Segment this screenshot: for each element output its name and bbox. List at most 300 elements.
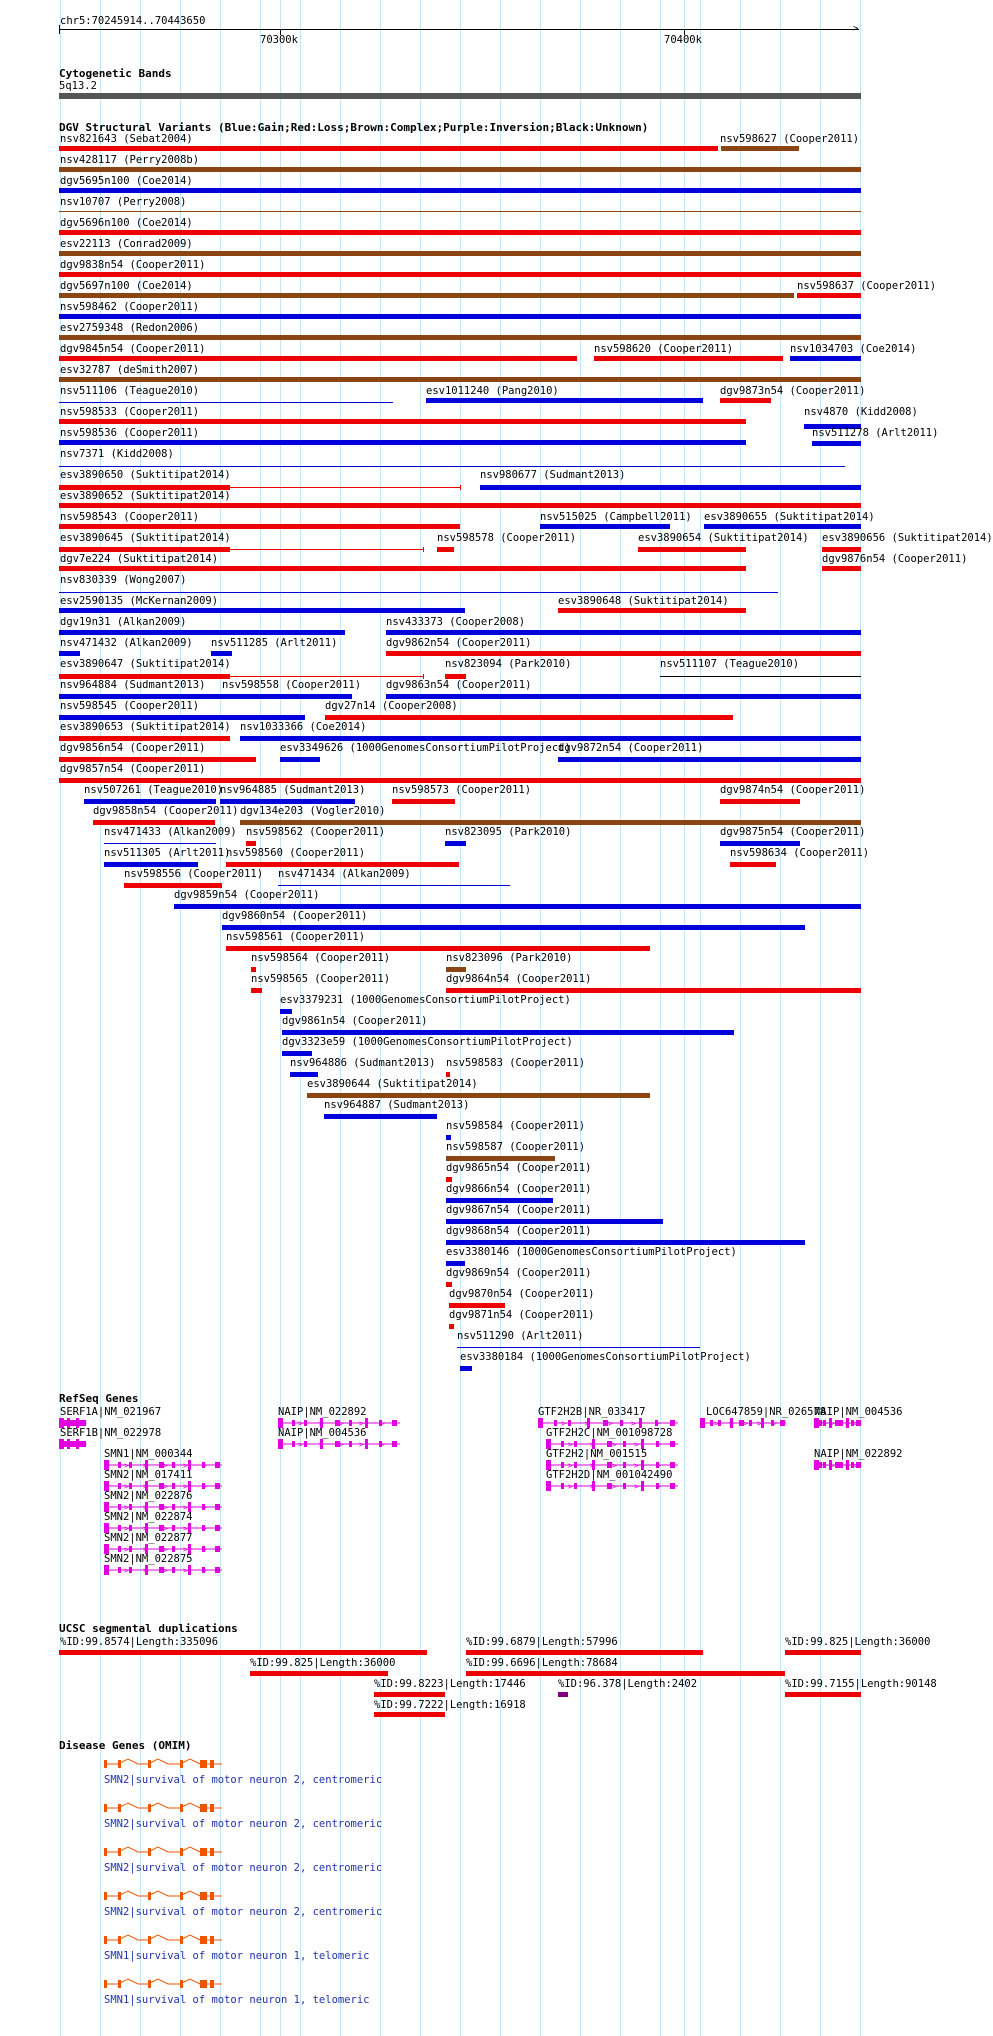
svg-text:>: > <box>853 1419 858 1428</box>
dgv-variant-label[interactable]: nsv598562 (Cooper2011) <box>246 826 386 838</box>
dgv-variant-bar[interactable] <box>386 694 861 699</box>
dgv-variant-bar[interactable] <box>426 398 703 403</box>
dgv-variant-label[interactable]: dgv9865n54 (Cooper2011) <box>446 1162 592 1174</box>
refseq-gene-label[interactable]: SMN2|NM_022875 <box>104 1553 193 1565</box>
dgv-variant-label[interactable]: nsv598558 (Cooper2011) <box>222 679 362 691</box>
dgv-variant-bar[interactable] <box>246 841 256 846</box>
dgv-variant-bar[interactable] <box>437 547 454 552</box>
dgv-variant-bar[interactable] <box>594 356 783 361</box>
dgv-variant-bar[interactable] <box>240 736 861 741</box>
dgv-variant-label[interactable]: esv3890650 (Suktitipat2014) <box>60 469 231 481</box>
dgv-variant-label[interactable]: dgv9871n54 (Cooper2011) <box>449 1309 595 1321</box>
dgv-variant-label[interactable]: dgv9863n54 (Cooper2011) <box>386 679 532 691</box>
dgv-variant-label[interactable]: nsv598634 (Cooper2011) <box>730 847 870 859</box>
refseq-gene-label[interactable]: NAIP|NM_022892 <box>278 1406 367 1418</box>
omim-gene-label[interactable]: SMN1|survival of motor neuron 1, telomeric <box>104 1950 370 1962</box>
dgv-variant-label[interactable]: nsv964884 (Sudmant2013) <box>60 679 206 691</box>
dgv-variant-bar[interactable] <box>59 736 230 741</box>
dgv-variant-bar[interactable] <box>446 988 861 993</box>
svg-text:>: > <box>202 1566 207 1575</box>
dgv-variant-label[interactable]: nsv598583 (Cooper2011) <box>446 1057 586 1069</box>
dgv-variant-bar[interactable] <box>59 335 861 340</box>
exon-mark <box>180 1804 183 1812</box>
exon-mark <box>118 1980 121 1988</box>
dgv-variant-label[interactable]: nsv598556 (Cooper2011) <box>124 868 264 880</box>
dgv-variant-label[interactable]: dgv9874n54 (Cooper2011) <box>720 784 866 796</box>
exon-mark <box>365 1439 368 1449</box>
dgv-variant-bar[interactable] <box>446 1072 450 1077</box>
exon-mark <box>814 1460 819 1470</box>
dgv-variant-label[interactable]: dgv9862n54 (Cooper2011) <box>386 637 532 649</box>
dgv-variant-label[interactable]: esv3890652 (Suktitipat2014) <box>60 490 231 502</box>
exon-mark <box>148 1980 151 1988</box>
svg-text:>: > <box>729 1419 734 1428</box>
dgv-variant-bar[interactable] <box>446 1261 465 1266</box>
dgv-variant-bar[interactable] <box>280 757 320 762</box>
dgv-variant-label[interactable]: nsv823096 (Park2010) <box>446 952 573 964</box>
svg-text:>: > <box>380 1419 385 1428</box>
dgv-variant-label[interactable]: dgv5695n100 (Coe2014) <box>60 175 193 187</box>
dgv-variant-label[interactable]: dgv9869n54 (Cooper2011) <box>446 1267 592 1279</box>
dgv-variant-label[interactable]: nsv428117 (Perry2008b) <box>60 154 200 166</box>
dgv-variant-label[interactable]: nsv598564 (Cooper2011) <box>251 952 391 964</box>
dgv-variant-bar[interactable] <box>446 1135 451 1140</box>
dgv-variant-label[interactable]: esv3890647 (Suktitipat2014) <box>60 658 231 670</box>
segdup-label[interactable]: %ID:99.8223|Length:17446 <box>374 1678 526 1690</box>
dgv-variant-bar[interactable] <box>226 946 650 951</box>
dgv-variant-bar[interactable] <box>59 440 746 445</box>
exon-mark <box>210 1980 214 1988</box>
dgv-variant-label[interactable]: nsv1034703 (Coe2014) <box>790 343 917 355</box>
dgv-variant-bar[interactable] <box>59 630 345 635</box>
dgv-variant-label[interactable]: esv3890648 (Suktitipat2014) <box>558 595 729 607</box>
dgv-variant-label[interactable]: nsv471434 (Alkan2009) <box>278 868 411 880</box>
dgv-variant-bar[interactable] <box>704 524 861 529</box>
cytoband-bar[interactable] <box>59 93 861 99</box>
dgv-variant-label[interactable]: nsv598543 (Cooper2011) <box>60 511 200 523</box>
dgv-variant-label[interactable]: nsv7371 (Kidd2008) <box>60 448 174 460</box>
dgv-variant-bar[interactable] <box>460 1366 472 1371</box>
dgv-variant-bar[interactable] <box>59 293 794 298</box>
dgv-variant-label[interactable]: nsv823094 (Park2010) <box>445 658 572 670</box>
dgv-variant-label[interactable]: nsv511285 (Arlt2011) <box>211 637 338 649</box>
refseq-gene-label[interactable]: SMN2|NM_022874 <box>104 1511 193 1523</box>
svg-text:>: > <box>64 1440 69 1449</box>
dgv-variant-bar[interactable] <box>558 757 861 762</box>
dgv-variant-label[interactable]: dgv9875n54 (Cooper2011) <box>720 826 866 838</box>
dgv-variant-label[interactable]: nsv10707 (Perry2008) <box>60 196 187 208</box>
refseq-gene-label[interactable]: GTF2H2C|NM_001098728 <box>546 1427 673 1439</box>
dgv-variant-label[interactable]: esv3890644 (Suktitipat2014) <box>307 1078 478 1090</box>
dgv-variant-label[interactable]: esv3349626 (1000GenomesConsortiumPilotProject) <box>280 742 571 754</box>
dgv-variant-bar[interactable] <box>386 630 861 635</box>
exon-mark <box>129 1567 132 1573</box>
dgv-variant-bar[interactable] <box>59 377 861 382</box>
refseq-gene-model[interactable] <box>278 1438 400 1450</box>
refseq-gene-label[interactable]: GTF2H2|NM_001515 <box>546 1448 648 1460</box>
segdup-bar[interactable] <box>374 1692 445 1697</box>
dgv-variant-bar[interactable] <box>59 188 861 193</box>
refseq-gene-model[interactable] <box>700 1417 786 1429</box>
dgv-variant-bar[interactable] <box>290 1072 318 1077</box>
dgv-variant-label[interactable]: dgv19n31 (Alkan2009) <box>60 616 187 628</box>
omim-gene-model[interactable] <box>104 1890 224 1902</box>
dgv-variant-bar[interactable] <box>446 1156 555 1161</box>
dgv-variant-label[interactable]: nsv830339 (Wong2007) <box>60 574 187 586</box>
omim-gene-model[interactable] <box>104 1934 224 1946</box>
dgv-variant-bar[interactable] <box>797 293 861 298</box>
dgv-variant-label[interactable]: nsv964887 (Sudmant2013) <box>324 1099 470 1111</box>
dgv-variant-bar[interactable] <box>307 1093 650 1098</box>
dgv-variant-label[interactable]: dgv3323e59 (1000GenomesConsortiumPilotProject) <box>282 1036 573 1048</box>
omim-gene-label[interactable]: SMN2|survival of motor neuron 2, centromeric <box>104 1818 383 1830</box>
omim-gene-label[interactable]: SMN1|survival of motor neuron 1, telomeric <box>104 1994 370 2006</box>
dgv-variant-label[interactable]: dgv9866n54 (Cooper2011) <box>446 1183 592 1195</box>
dgv-track-title: DGV Structural Variants (Blue:Gain;Red:Loss;Brown:Complex;Purple:Inversion;Black:Unknown) <box>59 121 649 134</box>
dgv-variant-label[interactable]: nsv598533 (Cooper2011) <box>60 406 200 418</box>
segdup-label[interactable]: %ID:99.7222|Length:16918 <box>374 1699 526 1711</box>
dgv-variant-bar[interactable] <box>282 1030 734 1035</box>
dgv-variant-bar[interactable] <box>558 608 746 613</box>
dgv-variant-bar[interactable] <box>59 566 746 571</box>
dgv-variant-label[interactable]: dgv27n14 (Cooper2008) <box>325 700 458 712</box>
dgv-variant-label[interactable]: nsv823095 (Park2010) <box>445 826 572 838</box>
dgv-variant-bar[interactable] <box>790 356 861 361</box>
dgv-variant-label[interactable]: esv1011240 (Pang2010) <box>426 385 559 397</box>
dgv-variant-label[interactable]: dgv9860n54 (Cooper2011) <box>222 910 368 922</box>
dgv-variant-label[interactable]: nsv471433 (Alkan2009) <box>104 826 237 838</box>
exon-mark <box>670 1420 675 1426</box>
dgv-variant-bar[interactable] <box>59 651 80 656</box>
segdup-label[interactable]: %ID:99.8574|Length:335096 <box>60 1636 219 1648</box>
svg-text:>: > <box>163 1503 168 1512</box>
dgv-variant-label[interactable]: nsv511107 (Teague2010) <box>660 658 800 670</box>
dgv-variant-bar[interactable] <box>638 547 746 552</box>
dgv-variant-label[interactable]: esv3379231 (1000GenomesConsortiumPilotProject) <box>280 994 571 1006</box>
dgv-variant-bar[interactable] <box>59 402 393 403</box>
refseq-gene-label[interactable]: SMN1|NM_000344 <box>104 1448 193 1460</box>
dgv-variant-label[interactable]: dgv9857n54 (Cooper2011) <box>60 763 206 775</box>
dgv-variant-bar[interactable] <box>240 820 861 825</box>
omim-gene-model[interactable] <box>104 1978 224 1990</box>
refseq-gene-label[interactable]: SMN2|NM_017411 <box>104 1469 193 1481</box>
svg-text:>: > <box>612 1440 617 1449</box>
dgv-variant-bar[interactable] <box>720 398 771 403</box>
dgv-variant-label[interactable]: esv3890655 (Suktitipat2014) <box>704 511 875 523</box>
dgv-variant-bar[interactable] <box>59 524 460 529</box>
dgv-variant-bar[interactable] <box>211 651 232 656</box>
dgv-variant-bar[interactable] <box>59 694 222 699</box>
refseq-gene-label[interactable]: SERF1A|NM_021967 <box>60 1406 162 1418</box>
dgv-variant-bar[interactable] <box>59 230 861 235</box>
svg-text:>: > <box>612 1461 617 1470</box>
dgv-variant-label[interactable]: esv3380146 (1000GenomesConsortiumPilotProject) <box>446 1246 737 1258</box>
refseq-gene-label[interactable]: SERF1B|NM_022978 <box>60 1427 162 1439</box>
dgv-variant-bar[interactable] <box>278 885 510 886</box>
exon-mark <box>623 1462 626 1468</box>
refseq-gene-label[interactable]: LOC647859|NR_026578 <box>706 1406 827 1418</box>
dgv-variant-bar[interactable] <box>59 272 861 277</box>
dgv-variant-label[interactable]: nsv507261 (Teague2010) <box>84 784 224 796</box>
dgv-variant-label[interactable]: dgv9838n54 (Cooper2011) <box>60 259 206 271</box>
svg-text:>: > <box>339 1440 344 1449</box>
dgv-variant-label[interactable]: nsv598584 (Cooper2011) <box>446 1120 586 1132</box>
segdup-bar[interactable] <box>466 1671 785 1676</box>
dgv-variant-label[interactable]: dgv9859n54 (Cooper2011) <box>174 889 320 901</box>
exon-mark <box>118 1760 121 1768</box>
refseq-gene-label[interactable]: NAIP|NM_004536 <box>278 1427 367 1439</box>
dgv-variant-label[interactable]: esv2590135 (McKernan2009) <box>60 595 219 607</box>
dgv-variant-bar[interactable] <box>222 925 805 930</box>
grid-line <box>260 0 261 2036</box>
dgv-variant-bar[interactable] <box>812 441 861 446</box>
dgv-variant-bar[interactable] <box>59 419 746 424</box>
dgv-variant-bar[interactable] <box>59 778 861 783</box>
dgv-variant-bar[interactable] <box>449 1324 454 1329</box>
segdup-label[interactable]: %ID:99.825|Length:36000 <box>785 1636 931 1648</box>
svg-text:>: > <box>77 1419 82 1428</box>
dgv-variant-label[interactable]: nsv598627 (Cooper2011) <box>720 133 860 145</box>
exon-mark <box>538 1418 543 1428</box>
dgv-variant-bar[interactable] <box>446 1219 663 1224</box>
exon-mark <box>118 1892 121 1900</box>
refseq-gene-label[interactable]: SMN2|NM_022876 <box>104 1490 193 1502</box>
svg-text:>: > <box>64 1419 69 1428</box>
dgv-variant-bar[interactable] <box>720 799 800 804</box>
grid-line <box>700 0 701 2036</box>
segdup-label[interactable]: %ID:99.6696|Length:78684 <box>466 1657 618 1669</box>
dgv-variant-bar[interactable] <box>59 314 861 319</box>
dgv-variant-label[interactable]: dgv134e203 (Vogler2010) <box>240 805 386 817</box>
refseq-gene-model[interactable] <box>104 1564 222 1576</box>
dgv-variant-label[interactable]: nsv471432 (Alkan2009) <box>60 637 193 649</box>
dgv-variant-label[interactable]: dgv9876n54 (Cooper2011) <box>822 553 968 565</box>
dgv-variant-label[interactable]: nsv598578 (Cooper2011) <box>437 532 577 544</box>
svg-text:>: > <box>656 1461 661 1470</box>
ruler-arrow-icon: > <box>853 24 859 34</box>
omim-track-title: Disease Genes (OMIM) <box>59 1739 192 1752</box>
dgv-variant-label[interactable]: esv32787 (deSmith2007) <box>60 364 200 376</box>
dgv-variant-label[interactable]: esv3890645 (Suktitipat2014) <box>60 532 231 544</box>
dgv-variant-label[interactable]: nsv598462 (Cooper2011) <box>60 301 200 313</box>
dgv-variant-bar[interactable] <box>59 547 230 552</box>
dgv-variant-label[interactable]: nsv598561 (Cooper2011) <box>226 931 366 943</box>
segdup-bar[interactable] <box>558 1692 568 1697</box>
refseq-gene-model[interactable] <box>814 1417 861 1429</box>
dgv-variant-label[interactable]: nsv511106 (Teague2010) <box>60 385 200 397</box>
dgv-variant-bar[interactable] <box>59 167 861 172</box>
dgv-variant-bar[interactable] <box>222 694 352 699</box>
dgv-variant-label[interactable]: esv3890654 (Suktitipat2014) <box>638 532 809 544</box>
dgv-variant-label[interactable]: nsv433373 (Cooper2008) <box>386 616 526 628</box>
dgv-variant-bar[interactable] <box>251 988 262 993</box>
dgv-variant-bar[interactable] <box>251 967 256 972</box>
dgv-variant-label[interactable]: esv22113 (Conrad2009) <box>60 238 193 250</box>
omim-gene-model[interactable] <box>104 1846 224 1858</box>
segdup-bar[interactable] <box>250 1671 388 1676</box>
dgv-variant-label[interactable]: dgv7e224 (Suktitipat2014) <box>60 553 219 565</box>
refseq-gene-label[interactable]: NAIP|NM_004536 <box>814 1406 903 1418</box>
dgv-variant-label[interactable]: nsv964885 (Sudmant2013) <box>220 784 366 796</box>
dgv-variant-bar[interactable] <box>721 146 799 151</box>
dgv-variant-label[interactable]: dgv9861n54 (Cooper2011) <box>282 1015 428 1027</box>
dgv-variant-bar[interactable] <box>59 466 845 467</box>
refseq-gene-label[interactable]: GTF2H2B|NR_033417 <box>538 1406 646 1418</box>
dgv-variant-bar[interactable] <box>730 862 776 867</box>
dgv-variant-label[interactable]: nsv598587 (Cooper2011) <box>446 1141 586 1153</box>
refseq-gene-model[interactable] <box>814 1459 861 1471</box>
dgv-variant-bar[interactable] <box>660 676 861 677</box>
dgv-variant-label[interactable]: dgv9867n54 (Cooper2011) <box>446 1204 592 1216</box>
svg-text:>: > <box>73 1419 78 1428</box>
dgv-variant-bar[interactable] <box>386 651 861 656</box>
omim-gene-model[interactable] <box>104 1758 224 1770</box>
dgv-variant-label[interactable]: dgv9872n54 (Cooper2011) <box>558 742 704 754</box>
dgv-variant-bar[interactable] <box>446 1282 452 1287</box>
ruler-tick-label: 70400k <box>664 34 702 46</box>
refseq-gene-label[interactable]: GTF2H2D|NM_001042490 <box>546 1469 673 1481</box>
segdup-label[interactable]: %ID:96.378|Length:2402 <box>558 1678 698 1690</box>
dgv-variant-bar[interactable] <box>226 862 459 867</box>
dgv-variant-bar[interactable] <box>59 146 718 151</box>
exon-mark <box>172 1504 175 1510</box>
exon-mark <box>180 1980 183 1988</box>
dgv-variant-label[interactable]: nsv598573 (Cooper2011) <box>392 784 532 796</box>
dgv-variant-label[interactable]: dgv9845n54 (Cooper2011) <box>60 343 206 355</box>
dgv-variant-label[interactable]: nsv821643 (Sebat2004) <box>60 133 193 145</box>
dgv-variant-label[interactable]: nsv1033366 (Coe2014) <box>240 721 367 733</box>
dgv-variant-label[interactable]: nsv980677 (Sudmant2013) <box>480 469 626 481</box>
dgv-variant-bar[interactable] <box>720 841 800 846</box>
dgv-variant-bar[interactable] <box>59 608 465 613</box>
segdup-bar[interactable] <box>466 1650 703 1655</box>
dgv-variant-bar[interactable] <box>280 1009 292 1014</box>
dgv-variant-label[interactable]: nsv511290 (Arlt2011) <box>457 1330 584 1342</box>
dgv-variant-label[interactable]: dgv9873n54 (Cooper2011) <box>720 385 866 397</box>
omim-gene-model[interactable] <box>104 1802 224 1814</box>
refseq-gene-model[interactable] <box>546 1480 678 1492</box>
exon-mark <box>215 1504 220 1510</box>
exon-mark <box>129 1546 132 1552</box>
svg-text:>: > <box>202 1461 207 1470</box>
omim-gene-label[interactable]: SMN2|survival of motor neuron 2, centromeric <box>104 1862 383 1874</box>
dgv-variant-label[interactable]: esv2759348 (Redon2006) <box>60 322 200 334</box>
segdup-label[interactable]: %ID:99.7155|Length:90148 <box>785 1678 937 1690</box>
dgv-variant-bar[interactable] <box>822 547 861 552</box>
dgv-variant-label[interactable]: nsv598545 (Cooper2011) <box>60 700 200 712</box>
refseq-gene-model[interactable] <box>59 1438 86 1450</box>
dgv-variant-label[interactable]: dgv9868n54 (Cooper2011) <box>446 1225 592 1237</box>
dgv-variant-bar[interactable] <box>59 757 256 762</box>
svg-text:>: > <box>714 1419 719 1428</box>
dgv-variant-label[interactable]: nsv4870 (Kidd2008) <box>804 406 918 418</box>
dgv-variant-bar[interactable] <box>446 1177 452 1182</box>
dgv-variant-bar[interactable] <box>392 799 455 804</box>
dgv-variant-bar[interactable] <box>822 566 861 571</box>
dgv-variant-bar[interactable] <box>59 715 305 720</box>
segdup-bar[interactable] <box>374 1712 445 1717</box>
dgv-variant-bar[interactable] <box>124 883 222 888</box>
dgv-variant-bar[interactable] <box>59 356 577 361</box>
dgv-variant-bar[interactable] <box>446 1198 553 1203</box>
dgv-variant-bar[interactable] <box>59 592 778 593</box>
segdup-bar[interactable] <box>785 1650 861 1655</box>
dgv-variant-label[interactable]: nsv598536 (Cooper2011) <box>60 427 200 439</box>
dgv-variant-label[interactable]: esv3380184 (1000GenomesConsortiumPilotProject) <box>460 1351 751 1363</box>
segdup-label[interactable]: %ID:99.6879|Length:57996 <box>466 1636 618 1648</box>
dgv-variant-bar[interactable] <box>480 485 861 490</box>
segdup-bar[interactable] <box>59 1650 427 1655</box>
dgv-variant-bar[interactable] <box>59 211 861 212</box>
exon-mark <box>118 1567 121 1573</box>
dgv-variant-label[interactable]: dgv9870n54 (Cooper2011) <box>449 1288 595 1300</box>
refseq-track-title: RefSeq Genes <box>59 1392 139 1405</box>
dgv-variant-label[interactable]: dgv9858n54 (Cooper2011) <box>93 805 239 817</box>
dgv-variant-label[interactable]: nsv511278 (Arlt2011) <box>812 427 939 439</box>
dgv-variant-label[interactable]: nsv598565 (Cooper2011) <box>251 973 391 985</box>
dgv-variant-label[interactable]: nsv964886 (Sudmant2013) <box>290 1057 436 1069</box>
dgv-variant-bar[interactable] <box>93 820 215 825</box>
segdup-label[interactable]: %ID:99.825|Length:36000 <box>250 1657 396 1669</box>
dgv-variant-bar[interactable] <box>104 843 216 844</box>
refseq-gene-label[interactable]: SMN2|NM_022877 <box>104 1532 193 1544</box>
dgv-variant-label[interactable]: nsv598620 (Cooper2011) <box>594 343 734 355</box>
svg-text:>: > <box>568 1461 573 1470</box>
dgv-variant-bar[interactable] <box>59 503 861 508</box>
dgv-variant-bar[interactable] <box>445 841 466 846</box>
dgv-variant-label[interactable]: dgv5697n100 (Coe2014) <box>60 280 193 292</box>
exon-mark <box>148 1804 151 1812</box>
dgv-variant-bar[interactable] <box>324 1114 437 1119</box>
dgv-variant-label[interactable]: nsv598637 (Cooper2011) <box>797 280 937 292</box>
dgv-variant-label[interactable]: nsv598560 (Cooper2011) <box>226 847 366 859</box>
svg-text:>: > <box>183 1482 188 1491</box>
exon-mark <box>200 1980 207 1988</box>
dgv-variant-bar[interactable] <box>282 1051 312 1056</box>
dgv-variant-bar[interactable] <box>220 799 355 804</box>
svg-text:>: > <box>380 1440 385 1449</box>
dgv-variant-bar[interactable] <box>449 1303 505 1308</box>
dgv-variant-label[interactable]: nsv511305 (Arlt2011) <box>104 847 231 859</box>
dgv-variant-bar[interactable] <box>446 1240 805 1245</box>
dgv-variant-bar[interactable] <box>59 251 861 256</box>
dgv-variant-bar[interactable] <box>325 715 733 720</box>
exon-mark <box>104 1565 109 1575</box>
dgv-variant-label[interactable]: nsv515025 (Campbell2011) <box>540 511 692 523</box>
dgv-variant-label[interactable]: esv3890653 (Suktitipat2014) <box>60 721 231 733</box>
dgv-variant-bar[interactable] <box>104 862 198 867</box>
dgv-variant-label[interactable]: dgv9864n54 (Cooper2011) <box>446 973 592 985</box>
svg-text:>: > <box>612 1482 617 1491</box>
omim-gene-label[interactable]: SMN2|survival of motor neuron 2, centromeric <box>104 1906 383 1918</box>
svg-text:>: > <box>838 1461 843 1470</box>
dgv-variant-bar[interactable] <box>446 967 466 972</box>
svg-text:>: > <box>853 1461 858 1470</box>
svg-text:>: > <box>838 1419 843 1428</box>
omim-gene-label[interactable]: SMN2|survival of motor neuron 2, centromeric <box>104 1774 383 1786</box>
dgv-variant-span <box>230 676 423 677</box>
dgv-variant-bar[interactable] <box>174 904 861 909</box>
dgv-variant-bar[interactable] <box>457 1347 700 1348</box>
dgv-variant-label[interactable]: esv3890656 (Suktitipat2014) <box>822 532 993 544</box>
refseq-gene-label[interactable]: NAIP|NM_022892 <box>814 1448 903 1460</box>
exon-mark <box>104 1760 107 1768</box>
dgv-variant-label[interactable]: dgv9856n54 (Cooper2011) <box>60 742 206 754</box>
dgv-variant-bar[interactable] <box>84 799 216 804</box>
dgv-variant-label[interactable]: dgv5696n100 (Coe2014) <box>60 217 193 229</box>
dgv-variant-bar[interactable] <box>540 524 670 529</box>
segdup-bar[interactable] <box>785 1692 861 1697</box>
